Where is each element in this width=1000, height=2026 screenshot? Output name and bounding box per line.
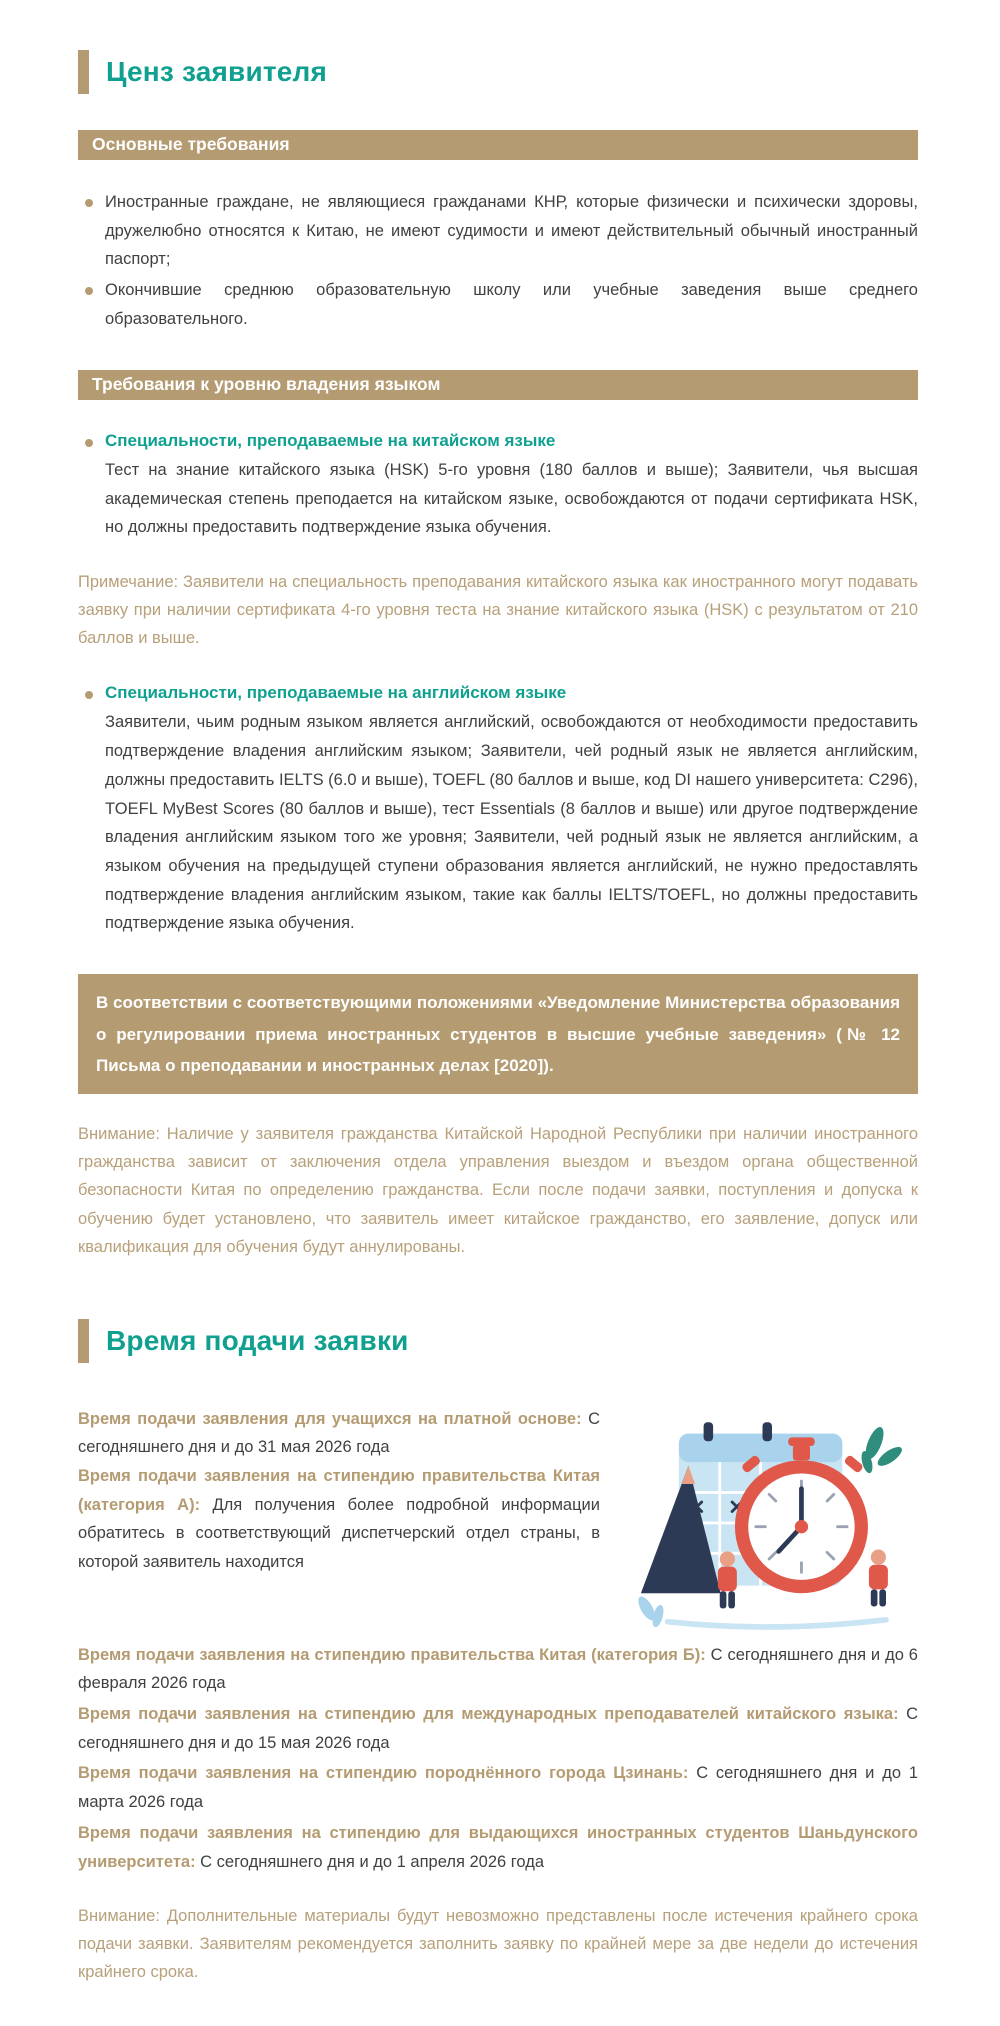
list-item: Окончившие среднюю образовательную школу или учебные заведения выше среднего образовательного. [78,276,918,333]
list-item: Иностранные граждане, не являющиеся гражданами КНР, которые физически и психически здоровы, дружелюбно относятся к Китаю, не имеют судимости и имеют действительный обычный иностранный паспорт; [78,188,918,274]
schedule-item [78,1700,918,1757]
section-spacer [78,1261,918,1319]
schedule-item [78,1641,918,1698]
leaf-icon [859,1424,904,1474]
basic-requirements-banner: Основные требования [78,130,918,160]
schedule-value: Для получения более подробной информации обратитесь в соответствующий диспетчерский отдел страны, в которой заявитель находится [78,1495,600,1572]
schedule-rest [78,1641,918,1877]
section-application-time-header [78,1319,918,1363]
english-taught-body: Заявители, чьим родным языком является английский, освобождаются от необходимости предоставить подтверждение владения английским языком; Заявители, чей родный язык не является английским, должны предоставить IELTS (6.0 и выше), TOEFL (80 баллов и выше, код DI нашего университета: C296), TOEFL MyBest Scores (80 баллов и выше), тест Essentials (8 баллов и выше) или другое подтверждение владения английским языком того же уровня; Заявители, чей родный язык не является английским, а языком обучения на предыдущей ступени образования является английский, не нужно предоставлять подтверждение владения английским языком, такие как баллы IELTS/TOEFL, но должны предоставить подтверждение языка обучения. [105,713,918,933]
schedule-label: Время подачи заявления для учащихся на платной основе: [78,1409,582,1428]
chinese-taught-heading: Специальности, преподаваемые на китайском языке [105,430,556,450]
chinese-taught-body: Тест на знание китайского языка (HSK) 5-го уровня (180 баллов и выше); Заявители, чья высшая академическая степень преподается на китайском языке, освобождаются от подачи сертификата HSK, но должны предоставить подтверждение языка обучения. [105,460,918,537]
page-title: Ценз заявителя [106,56,328,87]
deadline-illustration [626,1407,918,1635]
schedule-label: Время подачи заявления на стипендию правительства Китая (категория Б): [78,1645,706,1664]
deadline-attention-note: Внимание: Дополнительные материалы будут невозможно представлены после истечения крайнего срока подачи заявки. Заявителям рекомендуется заполнить заявку по крайней мере за две недели до истечения крайнего срока. [78,1907,918,1982]
chinese-taught-block [78,428,918,542]
hsk-note: Примечание: Заявители на специальность преподавания китайского языка как иностранного могут подавать заявку при наличии сертификата 4-го уровня теста на знание китайского языка (HSK) с результатом от 210 баллов и выше. [78,572,918,648]
application-schedule [78,1405,918,1877]
leaf-icon [635,1594,666,1628]
heading-accent-bar [78,50,89,94]
schedule-value: С сегодняшнего дня и до 31 мая 2026 года [78,1409,600,1457]
person-icon [869,1549,888,1606]
basic-requirements-list [78,188,918,334]
regulation-block: В соответствии с соответствующими положениями «Уведомление Министерства образования о регулировании приема иностранных студентов в высшие учебные заведения» (№ 12 Письма о преподавании и иностранных делах [2020]). [78,974,918,1094]
schedule-value: С сегодняшнего дня и до 15 мая 2026 года [78,1705,919,1752]
schedule-value: С сегодняшнего дня и до 1 марта 2026 года [78,1764,918,1812]
schedule-item [78,1819,918,1876]
section-eligibility-header [78,50,918,94]
stopwatch-icon [735,1437,868,1593]
schedule-label: Время подачи заявления на стипендию для международных преподавателей китайского языка: [78,1705,899,1724]
section-title: Время подачи заявки [106,1324,409,1356]
schedule-value: С сегодняшнего дня и до 1 апреля 2026 года [195,1852,545,1871]
english-taught-block [78,680,918,938]
ground-line [668,1619,887,1626]
schedule-label: Время подачи заявления на стипендию правительства Китая (категория А): [78,1467,600,1514]
heading-accent-bar [78,1319,89,1363]
english-taught-heading: Специальности, преподаваемые на английском языке [105,683,567,703]
schedule-label: Время подачи заявления на стипендию породнённого города Цзинань: [78,1764,689,1783]
person-icon [718,1551,737,1608]
schedule-label: Время подачи заявления на стипендию для выдающихся иностранных студентов Шаньдунского университета: [78,1823,918,1871]
schedule-item [78,1759,918,1816]
schedule-value: С сегодняшнего дня и до 6 февраля 2026 года [78,1645,918,1693]
language-requirements-banner: Требования к уровню владения языком [78,370,918,400]
citizenship-attention-note: Внимание: Наличие у заявителя гражданства Китайской Народной Республики при наличии иностранного гражданства зависит от заключения отдела управления выездом и въездом органа общественной безопасности Китая по определению гражданства. Если после подачи заявки, поступления и допуска к обучению будет установлено, что заявитель имеет китайское гражданство, его заявление, допуск или квалификация для обучения будут аннулированы. [78,1125,918,1256]
